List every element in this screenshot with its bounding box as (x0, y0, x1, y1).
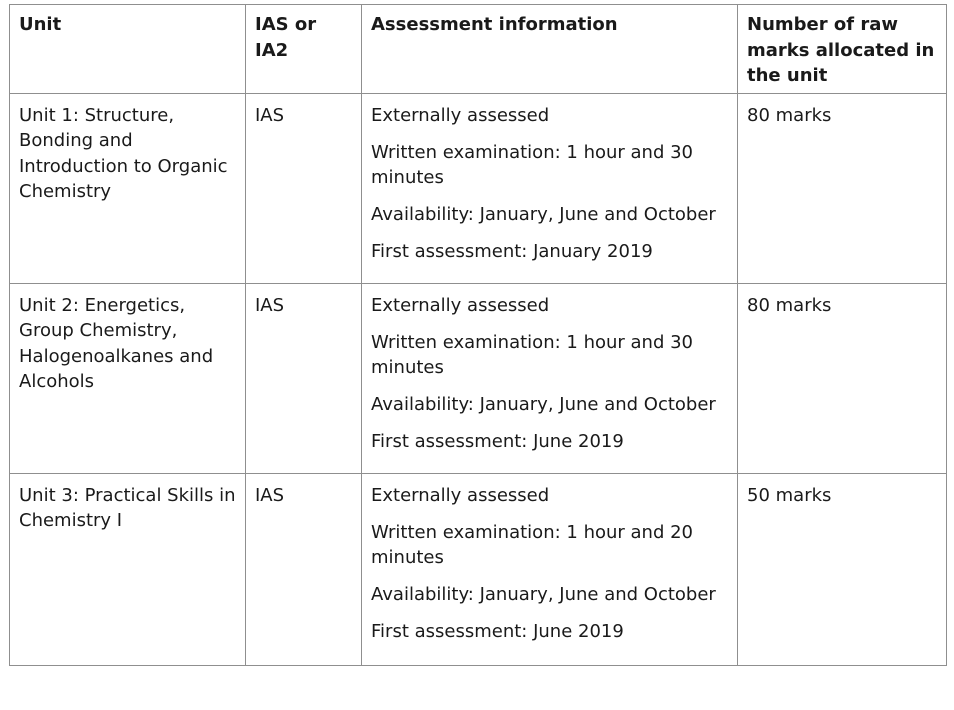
table-row (10, 473, 947, 665)
header-raw-marks: Number of raw marks allocated in the unit (738, 5, 947, 94)
cell-unit: Unit 1: Structure, Bonding and Introduction to Organic Chemistry (10, 93, 246, 283)
assessment-line: Availability: January, June and October (371, 584, 716, 605)
assessment-line: First assessment: June 2019 (371, 621, 624, 642)
cell-unit: Unit 3: Practical Skills in Chemistry I (10, 473, 246, 665)
cell-level: IAS (246, 283, 362, 473)
assessment-line: Availability: January, June and October (371, 204, 716, 225)
header-ias-or-ia2: IAS or IA2 (246, 5, 362, 94)
assessment-table (9, 4, 947, 666)
cell-marks: 50 marks (738, 473, 947, 665)
assessment-line: First assessment: June 2019 (371, 431, 624, 452)
cell-level: IAS (246, 473, 362, 665)
table-row (10, 93, 947, 283)
cell-marks: 80 marks (738, 283, 947, 473)
assessment-line: Externally assessed (371, 484, 550, 506)
assessment-line: Written examination: 1 hour and 30 minutes (371, 331, 694, 378)
header-row (10, 5, 947, 94)
cell-assessment (362, 93, 738, 283)
assessment-line: Written examination: 1 hour and 30 minutes (371, 141, 694, 188)
table-row (10, 283, 947, 473)
assessment-line: Written examination: 1 hour and 20 minutes (371, 521, 694, 568)
assessment-line: First assessment: January 2019 (371, 241, 653, 262)
table-body (10, 93, 947, 665)
cell-assessment (362, 473, 738, 665)
cell-unit: Unit 2: Energetics, Group Chemistry, Halogenoalkanes and Alcohols (10, 283, 246, 473)
assessment-line: Availability: January, June and October (371, 394, 716, 415)
header-assessment-information: Assessment information (362, 5, 738, 94)
header-unit: Unit (10, 5, 246, 94)
cell-assessment (362, 283, 738, 473)
cell-marks: 80 marks (738, 93, 947, 283)
assessment-line: Externally assessed (371, 104, 550, 126)
assessment-line: Externally assessed (371, 294, 550, 316)
cell-level: IAS (246, 93, 362, 283)
table-header (10, 5, 947, 94)
